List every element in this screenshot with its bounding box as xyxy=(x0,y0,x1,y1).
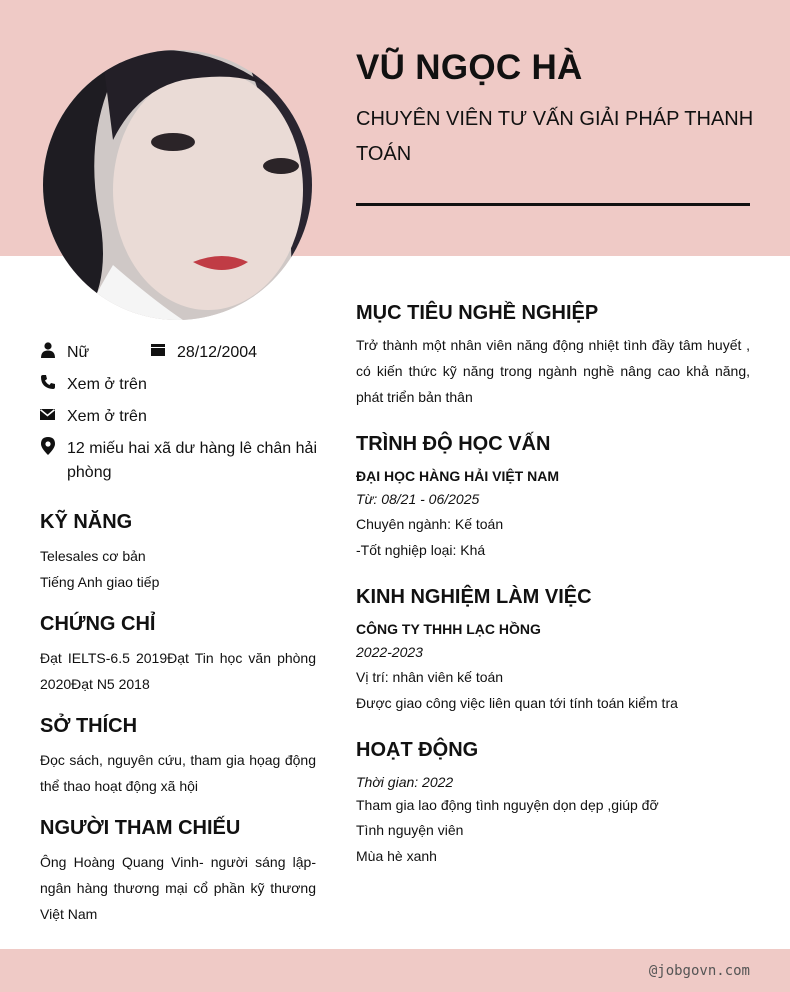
hobbies-title: SỞ THÍCH xyxy=(40,715,138,737)
certificates-title: CHỨNG CHỈ xyxy=(40,613,156,635)
header-divider xyxy=(356,203,750,206)
person-icon xyxy=(40,341,55,359)
activities-title: HOẠT ĐỘNG xyxy=(356,739,479,761)
objective-title: MỤC TIÊU NGHỀ NGHIỆP xyxy=(356,302,599,324)
experience-position: Vị trí: nhân viên kế toán xyxy=(356,669,504,685)
activity-item: Mùa hè xanh xyxy=(356,848,437,864)
gender-text: Nữ xyxy=(67,344,90,361)
references-text: Ông Hoàng Quang Vinh- người sáng lập- ngân hàng thương mại cổ phần kỹ thương Việt Nam xyxy=(40,854,316,922)
mail-icon xyxy=(40,405,55,423)
objective-text: Trở thành một nhân viên năng động nhiệt tình đầy tâm huyết , có kiến thức kỹ năng trong ngành nghề nâng cao khả năng, phát triển bản thân xyxy=(356,337,750,405)
location-icon xyxy=(40,437,55,455)
education-period: Từ: 08/21 - 06/2025 xyxy=(356,491,480,507)
activity-item: Tham gia lao động tình nguyện dọn dẹp ,giúp đỡ xyxy=(356,797,659,813)
education-title: TRÌNH ĐỘ HỌC VẤN xyxy=(356,433,551,455)
footer-brand: @jobgovn.com xyxy=(648,963,750,979)
candidate-name: VŨ NGỌC HÀ xyxy=(356,48,583,87)
experience-title: KINH NGHIỆM LÀM VIỆC xyxy=(356,586,592,608)
skills-title: KỸ NĂNG xyxy=(40,511,133,533)
education-school: ĐẠI HỌC HÀNG HẢI VIỆT NAM xyxy=(356,468,559,484)
email-row xyxy=(40,405,147,429)
gender-row xyxy=(40,341,89,365)
skill-item: Telesales cơ bản xyxy=(40,548,146,564)
certificates-text: Đạt IELTS-6.5 2019Đạt Tin học văn phòng 2020Đạt N5 2018 xyxy=(40,650,316,692)
birthday-text: 28/12/2004 xyxy=(177,344,258,361)
birthday-row xyxy=(150,341,257,365)
references-title: NGƯỜI THAM CHIẾU xyxy=(40,817,241,839)
activities-time: Thời gian: 2022 xyxy=(356,774,454,790)
address-row xyxy=(40,437,330,485)
skill-item: Tiếng Anh giao tiếp xyxy=(40,574,160,590)
education-grade: -Tốt nghiệp loại: Khá xyxy=(356,542,486,558)
hobbies-text: Đọc sách, nguyên cứu, tham gia họag động thể thao hoạt động xã hội xyxy=(40,752,316,794)
profile-photo xyxy=(43,50,312,320)
job-title: CHUYÊN VIÊN TƯ VẤN GIẢI PHÁP THANH TOÁN xyxy=(356,108,754,165)
activity-item: Tình nguyện viên xyxy=(356,822,464,838)
experience-period: 2022-2023 xyxy=(356,644,423,660)
experience-company: CÔNG TY THHH LẠC HỒNG xyxy=(356,621,541,637)
email-text: Xem ở trên xyxy=(67,408,147,425)
phone-text: Xem ở trên xyxy=(67,376,147,393)
experience-description: Được giao công việc liên quan tới tính toán kiểm tra xyxy=(356,695,678,711)
calendar-icon xyxy=(150,341,165,359)
address-text: 12 miếu hai xã dư hàng lê chân hải phòng xyxy=(67,440,317,481)
phone-icon xyxy=(40,373,55,391)
phone-row xyxy=(40,373,147,397)
education-major: Chuyên ngành: Kế toán xyxy=(356,516,504,532)
